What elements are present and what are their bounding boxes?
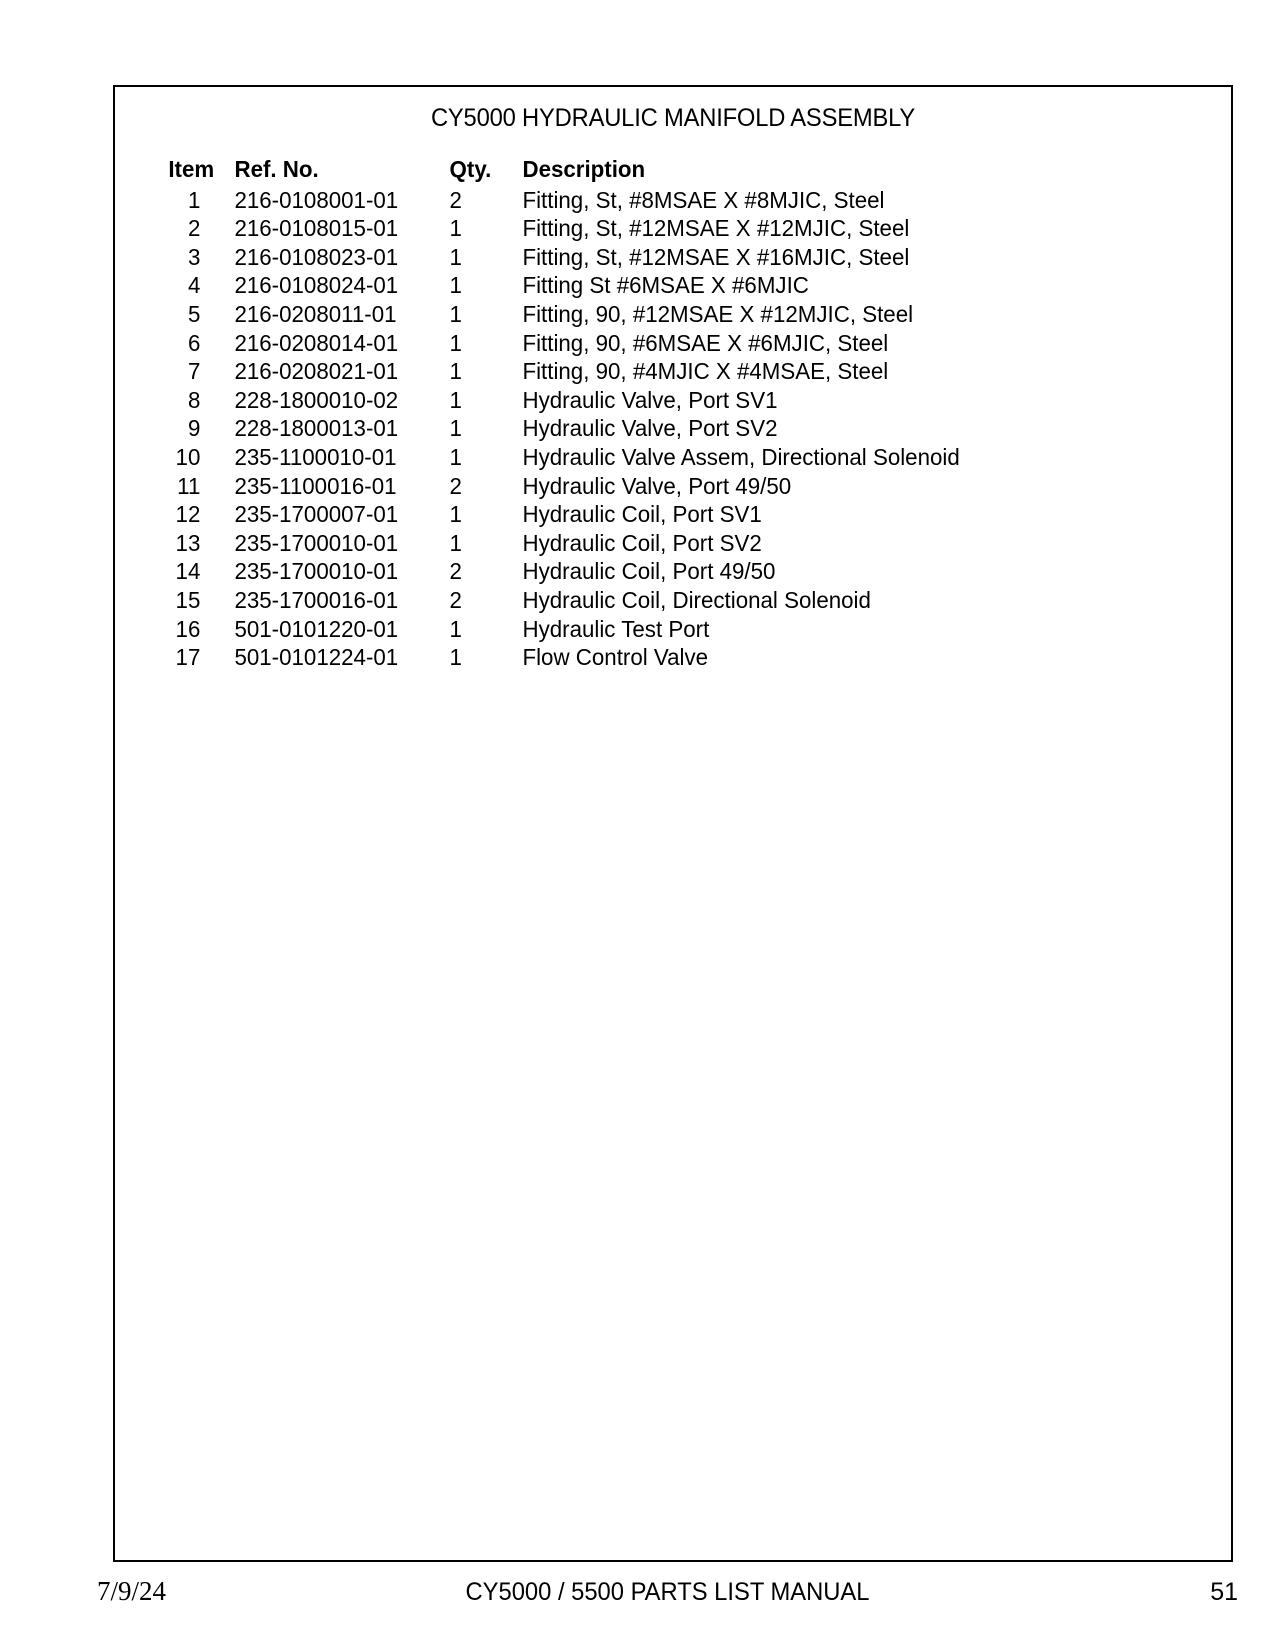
table-row [115,243,1231,272]
cell-ref-no: 235-1700007-01 [234,501,399,528]
footer-date: 7/9/24 [97,1576,167,1606]
page-footer [97,1574,1238,1614]
cell-item-value: 1 [187,186,201,213]
table-row [115,214,1231,243]
table-row [115,472,1231,501]
table-row [115,643,1231,672]
cell-ref-no: 501-0101224-01 [234,644,399,671]
cell-item [115,529,214,558]
cell-item-value: 14 [175,558,201,585]
parts-list-table [115,155,1231,672]
table-row [115,271,1231,300]
cell-qty: 2 [449,186,463,213]
table-row [115,414,1231,443]
cell-qty: 1 [449,272,463,299]
cell-description: Fitting, 90, #12MSAE X #12MJIC, Steel [522,300,914,327]
cell-description: Fitting, 90, #6MSAE X #6MJIC, Steel [522,329,889,356]
cell-ref-no: 216-0208011-01 [234,300,397,327]
cell-ref-no: 235-1700010-01 [234,558,399,585]
cell-description: Hydraulic Coil, Port SV1 [522,501,763,528]
cell-qty: 1 [449,300,463,327]
table-header-row [115,155,1231,186]
cell-qty: 1 [449,215,463,242]
cell-ref-no: 216-0108015-01 [234,215,399,242]
cell-description: Fitting St #6MSAE X #6MJIC [522,272,810,299]
column-header-qty: Qty. [449,156,492,182]
table-row [115,529,1231,558]
cell-qty: 1 [449,386,463,413]
cell-description: Hydraulic Valve, Port SV2 [522,415,778,442]
cell-item [115,615,214,644]
cell-qty: 1 [449,615,463,642]
cell-item [115,357,214,386]
cell-item-value: 7 [187,358,201,385]
cell-qty: 1 [449,415,463,442]
table-row [115,386,1231,415]
table-row [115,357,1231,386]
cell-item [115,557,214,586]
cell-qty: 2 [449,472,463,499]
cell-description: Flow Control Valve [522,644,709,671]
footer-page-number: 51 [1210,1578,1238,1606]
cell-item [115,214,214,243]
table-row [115,557,1231,586]
footer-manual-title: CY5000 / 5500 PARTS LIST MANUAL [465,1578,870,1606]
cell-item-value: 12 [175,501,201,528]
cell-item-value: 8 [187,386,201,413]
cell-ref-no: 501-0101220-01 [234,615,399,642]
table-row [115,443,1231,472]
cell-description: Fitting, 90, #4MJIC X #4MSAE, Steel [522,358,889,385]
page-title: CY5000 HYDRAULIC MANIFOLD ASSEMBLY [430,104,916,132]
cell-qty: 1 [449,243,463,270]
cell-description: Hydraulic Coil, Port 49/50 [522,558,776,585]
cell-item [115,386,214,415]
cell-qty: 2 [449,558,463,585]
cell-ref-no: 228-1800013-01 [234,415,399,442]
cell-item-value: 4 [187,272,201,299]
cell-item-value: 17 [175,644,201,671]
table-row [115,615,1231,644]
cell-item [115,414,214,443]
cell-description: Fitting, St, #8MSAE X #8MJIC, Steel [522,186,885,213]
cell-item-value: 10 [175,443,201,470]
cell-ref-no: 216-0108001-01 [234,186,399,213]
cell-item-value: 2 [187,215,201,242]
cell-qty: 1 [449,443,463,470]
table-row [115,586,1231,615]
table-row [115,186,1231,215]
cell-description: Hydraulic Coil, Port SV2 [522,529,763,556]
column-header-description: Description [522,156,646,182]
cell-description: Hydraulic Test Port [522,615,710,642]
cell-description: Hydraulic Valve, Port 49/50 [522,472,792,499]
cell-description: Hydraulic Valve Assem, Directional Solenoid [522,443,961,470]
table-body [115,186,1231,672]
cell-ref-no: 216-0108024-01 [234,272,399,299]
cell-item [115,271,214,300]
cell-item-value: 16 [175,615,201,642]
cell-ref-no: 235-1700016-01 [234,586,399,613]
column-header-item [115,155,214,186]
cell-item [115,500,214,529]
page-content-box [113,85,1233,1562]
cell-item [115,300,214,329]
cell-ref-no: 235-1100010-01 [234,443,397,470]
table-row [115,300,1231,329]
cell-description: Fitting, St, #12MSAE X #12MJIC, Steel [522,215,910,242]
cell-item-value: 15 [175,586,201,613]
cell-ref-no: 216-0108023-01 [234,243,399,270]
cell-description: Hydraulic Coil, Directional Solenoid [522,586,872,613]
cell-qty: 1 [449,529,463,556]
cell-item [115,243,214,272]
cell-item-value: 11 [177,472,201,499]
cell-item [115,472,214,501]
cell-item [115,443,214,472]
cell-ref-no: 216-0208021-01 [234,358,399,385]
cell-item [115,643,214,672]
column-header-ref-no: Ref. No. [234,156,320,182]
cell-item-value: 5 [187,300,201,327]
cell-ref-no: 216-0208014-01 [234,329,399,356]
cell-item-value: 13 [175,529,201,556]
cell-item-value: 9 [187,415,201,442]
column-header-item-label: Item [168,156,215,182]
cell-ref-no: 235-1100016-01 [234,472,397,499]
cell-ref-no: 235-1700010-01 [234,529,399,556]
cell-item-value: 6 [187,329,201,356]
cell-item [115,586,214,615]
cell-ref-no: 228-1800010-02 [234,386,399,413]
cell-qty: 1 [449,644,463,671]
cell-item-value: 3 [187,243,201,270]
cell-description: Fitting, St, #12MSAE X #16MJIC, Steel [522,243,910,270]
table-row [115,500,1231,529]
table-header [115,155,1231,186]
cell-item [115,329,214,358]
cell-qty: 1 [449,329,463,356]
cell-qty: 1 [449,501,463,528]
cell-qty: 1 [449,358,463,385]
table-row [115,329,1231,358]
cell-item [115,186,214,215]
cell-description: Hydraulic Valve, Port SV1 [522,386,778,413]
cell-qty: 2 [449,586,463,613]
